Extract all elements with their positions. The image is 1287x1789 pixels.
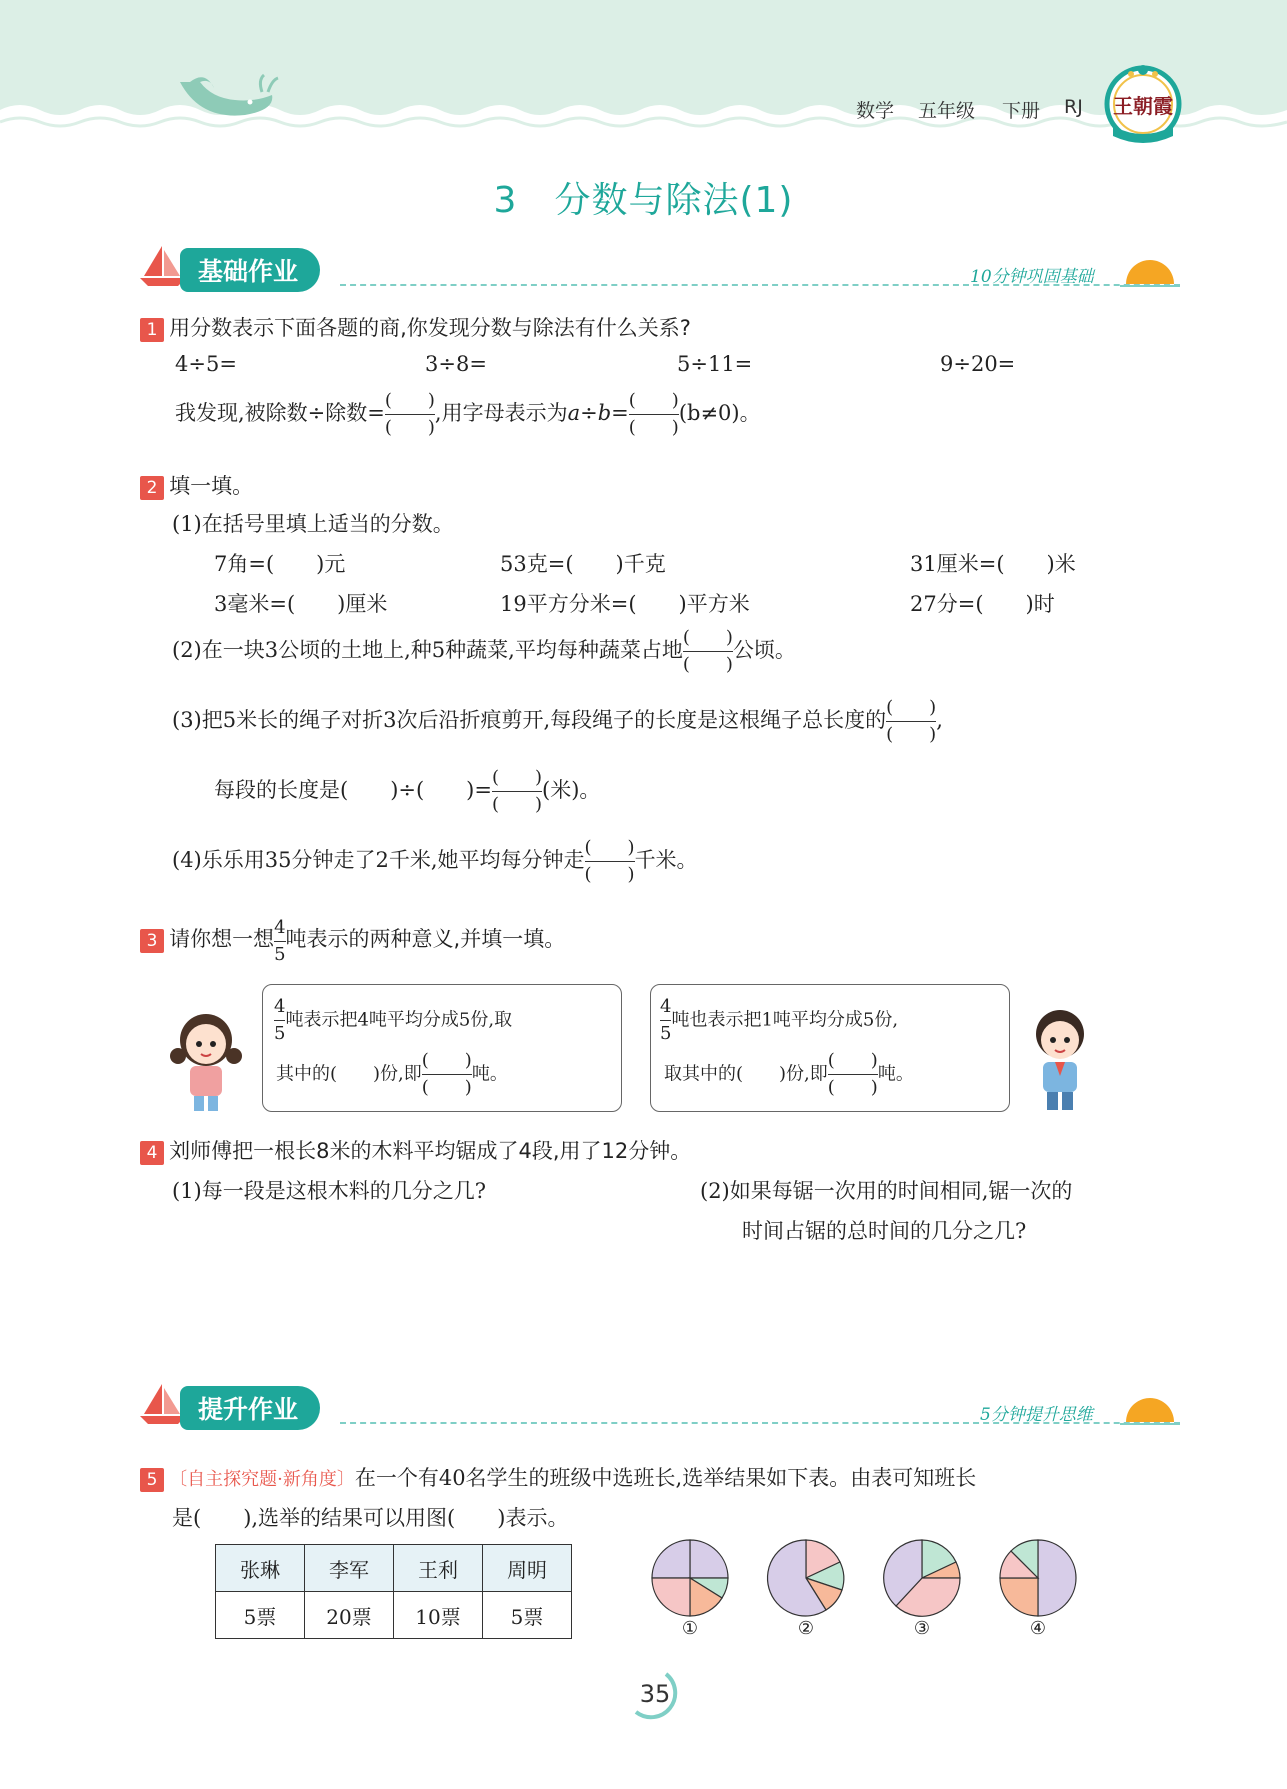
q3-text-a: 请你想一想 <box>169 927 275 951</box>
q1-number: 1 <box>140 318 164 342</box>
fraction-blank[interactable]: $\frac{( )}{( )}$ <box>628 390 679 438</box>
q2-part3-text2: 每段的长度是( )÷( )= <box>214 778 492 802</box>
bubble-left-text-a: 吨表示把4吨平均分成5份,取 <box>285 1009 513 1031</box>
bubble-right-text-b: 取其中的( )份,即 <box>664 1063 828 1085</box>
q2-row1-c: 31厘米=( )米 <box>910 552 1076 576</box>
section-advanced-tag: 5分钟提升思维 <box>980 1405 1093 1425</box>
q3-number: 3 <box>140 929 164 953</box>
sun-icon <box>1120 1392 1180 1428</box>
q4-number: 4 <box>140 1141 164 1165</box>
bubble-right-text-c: 吨。 <box>877 1063 914 1085</box>
q2-part2 <box>172 625 796 678</box>
fraction-blank[interactable]: $\frac{( )}{( )}$ <box>682 627 733 675</box>
bubble-left-text-c: 吨。 <box>471 1063 508 1085</box>
q4-part2-line1: (2)如果每锯一次用的时间相同,锯一次的 <box>700 1179 1073 1203</box>
fraction-blank[interactable]: $\frac{( )}{( )}$ <box>421 1050 472 1098</box>
fraction-four-fifths: $\frac{4}{5}$ <box>274 917 286 965</box>
q2-part4-unit: 千米。 <box>634 848 698 872</box>
section-advanced-label: 提升作业 <box>180 1386 320 1430</box>
header-grade: 五年级 <box>918 100 976 122</box>
q5-text2: 是( ),选举的结果可以用图( )表示。 <box>172 1506 569 1530</box>
fraction-four-fifths: $\frac{4}{5}$ <box>274 996 286 1044</box>
girl-illustration <box>166 1008 246 1113</box>
q2-row1-b: 53克=( )千克 <box>500 552 666 576</box>
logo-text: 王朝霞 <box>1113 94 1173 118</box>
pie-chart-2 <box>768 1540 844 1616</box>
header-edition: RJ <box>1064 96 1083 118</box>
q2-part2-unit: 公顷。 <box>732 638 796 662</box>
pie-label-3: ③ <box>913 1618 931 1639</box>
pie-label-4: ④ <box>1029 1618 1047 1639</box>
bubble-right-line1 <box>660 994 898 1047</box>
q2-row2-b: 19平方分米=( )平方米 <box>500 592 750 616</box>
bubble-left-line2 <box>276 1048 508 1101</box>
table-header-cell: 张琳 <box>216 1545 305 1592</box>
q4-part2-line2: 时间占锯的总时间的几分之几? <box>742 1219 1027 1243</box>
q1-item-4: 9÷20= <box>940 352 1016 376</box>
fraction-four-fifths: $\frac{4}{5}$ <box>660 996 672 1044</box>
table-cell: 20票 <box>305 1592 394 1639</box>
q3-text-b: 吨表示的两种意义,并填一填。 <box>285 927 566 951</box>
q2-part4 <box>172 835 698 888</box>
fraction-blank[interactable]: $\frac{( )}{( )}$ <box>384 390 435 438</box>
q1-discover-text-a: 我发现,被除数÷除数= <box>175 401 385 425</box>
q1-item-3: 5÷11= <box>677 352 753 376</box>
q1-discover-formula: a÷b= <box>567 401 629 425</box>
pie-label-1: ① <box>681 1618 699 1639</box>
sun-icon <box>1120 254 1180 290</box>
bubble-right-text-a: 吨也表示把1吨平均分成5份, <box>671 1009 899 1031</box>
bubble-right-line2 <box>664 1048 914 1101</box>
bubble-left-text-b: 其中的( )份,即 <box>276 1063 422 1085</box>
header-band <box>0 0 1287 150</box>
q2-part1: (1)在括号里填上适当的分数。 <box>172 512 454 536</box>
header-subject: 数学 <box>856 100 895 122</box>
q5-text: 在一个有40名学生的班级中选班长,选举结果如下表。由表可知班长 <box>354 1466 977 1490</box>
q2-part4-text: (4)乐乐用35分钟走了2千米,她平均每分钟走 <box>172 848 585 872</box>
header-volume: 下册 <box>1002 100 1041 122</box>
q4-part1: (1)每一段是这根木料的几分之几? <box>172 1179 487 1203</box>
pie-chart-1 <box>652 1540 728 1616</box>
section-basic-tag: 10分钟巩固基础 <box>970 267 1094 287</box>
q1-discover-text-d: (b≠0)。 <box>678 401 761 425</box>
section-basic-label: 基础作业 <box>180 248 320 292</box>
q1-item-1: 4÷5= <box>175 352 237 376</box>
q2-text: 填一填。 <box>169 474 254 498</box>
q1-discover-line <box>175 388 761 441</box>
pie-charts <box>650 1536 1090 1626</box>
q2-part2-text: (2)在一块3公顷的土地上,种5种蔬菜,平均每种蔬菜占地 <box>172 638 683 662</box>
q2-part3-line2 <box>214 765 600 818</box>
q2-part3-comma: , <box>936 708 943 732</box>
q4-text: 刘师傅把一根长8米的木料平均锯成了4段,用了12分钟。 <box>169 1139 692 1163</box>
q2-part3-text: (3)把5米长的绳子对折3次后沿折痕剪开,每段绳子的长度是这根绳子总长度的 <box>172 708 887 732</box>
q1-item-2: 3÷8= <box>425 352 487 376</box>
q1-discover-text-b: ,用字母表示为 <box>434 401 568 425</box>
vote-table <box>215 1544 572 1639</box>
table-cell: 5票 <box>216 1592 305 1639</box>
bubble-left-line1 <box>274 994 512 1047</box>
q2-row2-a: 3毫米=( )厘米 <box>214 592 388 616</box>
q2-row1-a: 7角=( )元 <box>214 552 346 576</box>
table-header-cell: 王利 <box>394 1545 483 1592</box>
table-cell: 10票 <box>394 1592 483 1639</box>
pie-chart-3 <box>884 1540 960 1616</box>
q5-tag: 〔自主探究题·新角度〕 <box>169 1469 355 1490</box>
q1-text: 用分数表示下面各题的商,你发现分数与除法有什么关系? <box>169 316 691 340</box>
fraction-blank[interactable]: $\frac{( )}{( )}$ <box>491 767 543 815</box>
q5-number: 5 <box>140 1468 164 1492</box>
fraction-blank[interactable]: $\frac{( )}{( )}$ <box>584 837 635 885</box>
q2-part3 <box>172 695 943 748</box>
table-header-cell: 周明 <box>483 1545 572 1592</box>
boy-illustration <box>1025 1006 1095 1114</box>
page-number: 35 <box>639 1680 671 1708</box>
table-header-cell: 李军 <box>305 1545 394 1592</box>
table-cell: 5票 <box>483 1592 572 1639</box>
fraction-blank[interactable]: $\frac{( )}{( )}$ <box>827 1050 878 1098</box>
fraction-blank[interactable]: $\frac{( )}{( )}$ <box>886 697 937 745</box>
pie-chart-4 <box>1000 1540 1076 1616</box>
q2-number: 2 <box>140 476 164 500</box>
q2-part3-unit: (米)。 <box>542 778 601 802</box>
page-title: 3 分数与除法(1) <box>493 180 794 221</box>
pie-label-2: ② <box>797 1618 815 1639</box>
q2-row2-c: 27分=( )时 <box>910 592 1055 616</box>
